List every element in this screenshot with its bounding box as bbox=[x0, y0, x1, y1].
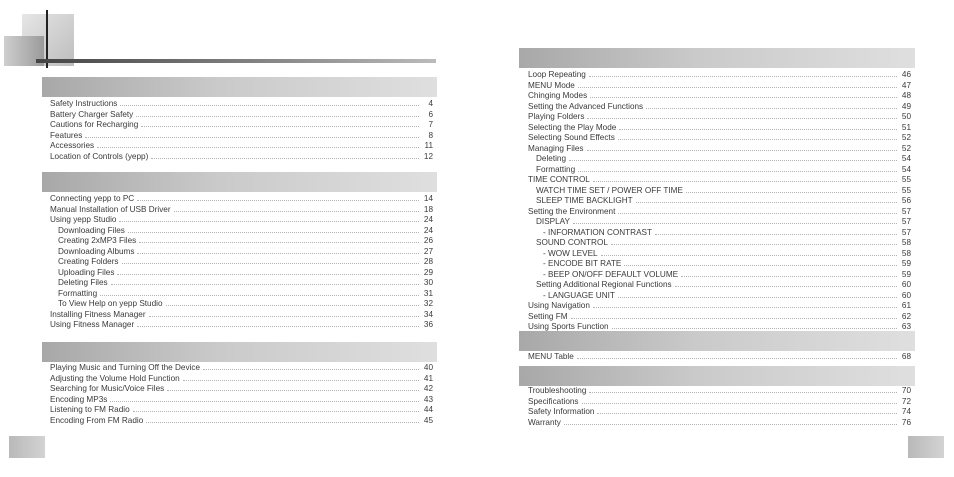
toc-entry-page: 46 bbox=[901, 70, 911, 79]
toc-dot-leader bbox=[111, 278, 419, 285]
toc-entry bbox=[50, 152, 433, 163]
toc-entry-title: Cautions for Recharging bbox=[50, 120, 139, 129]
toc-entry bbox=[528, 238, 911, 249]
toc-entry-title: Deleting bbox=[536, 154, 567, 163]
toc-entry-title: SLEEP TIME BACKLIGHT bbox=[536, 196, 633, 205]
toc-entry bbox=[528, 175, 911, 186]
toc-entry bbox=[50, 268, 433, 279]
toc-entry-title: Listening to FM Radio bbox=[50, 405, 130, 414]
toc-entry-page: 26 bbox=[423, 236, 433, 245]
toc-entry bbox=[50, 395, 433, 406]
toc-dot-leader bbox=[110, 395, 419, 402]
toc-entry-title: Setting FM bbox=[528, 311, 568, 321]
toc-dot-leader bbox=[636, 196, 897, 203]
toc-entry-page: 61 bbox=[901, 301, 911, 310]
toc-entry bbox=[528, 280, 911, 291]
toc-entry-title: Searching for Music/Voice Files bbox=[50, 384, 165, 393]
toc-section-list bbox=[50, 363, 433, 426]
toc-dot-leader bbox=[578, 165, 897, 172]
toc-entry-title: Using yepp Studio bbox=[50, 215, 117, 224]
toc-dot-leader bbox=[577, 352, 897, 359]
toc-dot-leader bbox=[593, 175, 897, 182]
toc-entry-title: - INFORMATION CONTRAST bbox=[543, 227, 653, 237]
toc-dot-leader bbox=[167, 384, 419, 391]
toc-entry bbox=[528, 312, 911, 323]
toc-entry-title: WATCH TIME SET / POWER OFF TIME bbox=[536, 185, 683, 195]
toc-entry-title: Setting the Environment bbox=[528, 206, 616, 216]
toc-dot-leader bbox=[85, 131, 419, 138]
toc-dot-leader bbox=[117, 268, 419, 275]
toc-entry bbox=[528, 418, 911, 429]
toc-entry-page: 55 bbox=[901, 175, 911, 184]
toc-dot-leader bbox=[149, 310, 419, 317]
toc-entry-title: Location of Controls (yepp) bbox=[50, 151, 149, 161]
toc-dot-leader bbox=[137, 320, 419, 327]
toc-entry bbox=[50, 363, 433, 374]
toc-entry bbox=[528, 154, 911, 165]
toc-dot-leader bbox=[573, 217, 897, 224]
page-tab-right bbox=[908, 436, 944, 458]
section-header-band bbox=[519, 48, 915, 68]
toc-entry bbox=[528, 291, 911, 302]
toc-entry-page: 36 bbox=[423, 320, 433, 329]
toc-entry-page: 49 bbox=[901, 101, 911, 111]
toc-dot-leader bbox=[686, 186, 897, 193]
toc-entry-page: 62 bbox=[901, 311, 911, 321]
toc-entry bbox=[528, 397, 911, 408]
toc-entry-title: - BEEP ON/OFF DEFAULT VOLUME bbox=[543, 269, 679, 279]
toc-entry-page: 56 bbox=[901, 196, 911, 205]
toc-dot-leader bbox=[618, 133, 897, 140]
toc-entry-title: TIME CONTROL bbox=[528, 175, 590, 184]
toc-dot-leader bbox=[675, 280, 897, 287]
toc-dot-leader bbox=[655, 228, 897, 235]
toc-entry-page: 28 bbox=[423, 257, 433, 266]
toc-entry-page: 41 bbox=[423, 373, 433, 383]
toc-entry bbox=[528, 249, 911, 260]
toc-entry bbox=[528, 186, 911, 197]
toc-entry-title: Safety Information bbox=[528, 407, 595, 416]
toc-entry-page: 45 bbox=[423, 415, 433, 425]
section-header-band bbox=[42, 77, 437, 97]
toc-dot-leader bbox=[587, 144, 897, 151]
toc-entry-page: 59 bbox=[901, 269, 911, 279]
toc-entry-page: 57 bbox=[901, 227, 911, 237]
toc-entry-page: 51 bbox=[901, 122, 911, 132]
page-tab-left bbox=[9, 436, 45, 458]
toc-entry-page: 40 bbox=[423, 363, 433, 372]
toc-entry-page: 76 bbox=[901, 417, 911, 427]
toc-entry-page: 4 bbox=[428, 99, 433, 108]
toc-entry bbox=[528, 228, 911, 239]
toc-entry-page: 58 bbox=[901, 238, 911, 247]
toc-entry-title: Battery Charger Safety bbox=[50, 109, 134, 119]
section-header-band bbox=[42, 342, 437, 362]
toc-entry-page: 6 bbox=[428, 109, 433, 119]
toc-entry-page: 50 bbox=[901, 112, 911, 121]
toc-dot-leader bbox=[139, 236, 419, 243]
toc-dot-leader bbox=[681, 270, 897, 277]
toc-entry-title: Loop Repeating bbox=[528, 70, 586, 79]
toc-entry bbox=[528, 259, 911, 270]
toc-entry-title: Warranty bbox=[528, 417, 561, 427]
toc-dot-leader bbox=[571, 312, 897, 319]
toc-entry-page: 27 bbox=[423, 246, 433, 256]
toc-entry-title: Creating 2xMP3 Files bbox=[58, 236, 137, 245]
toc-dot-leader bbox=[119, 215, 419, 222]
toc-dot-leader bbox=[564, 418, 897, 425]
toc-entry bbox=[528, 81, 911, 92]
toc-entry bbox=[50, 110, 433, 121]
toc-entry-page: 63 bbox=[901, 322, 911, 331]
toc-entry-page: 7 bbox=[428, 120, 433, 129]
toc-entry-page: 29 bbox=[423, 267, 433, 277]
toc-dot-leader bbox=[183, 374, 419, 381]
toc-entry bbox=[50, 131, 433, 142]
toc-entry-page: 30 bbox=[423, 278, 433, 287]
toc-dot-leader bbox=[597, 407, 897, 414]
toc-entry-page: 58 bbox=[901, 248, 911, 258]
toc-entry-page: 44 bbox=[423, 405, 433, 414]
toc-entry-title: Accessories bbox=[50, 141, 95, 150]
toc-entry-page: 11 bbox=[424, 141, 433, 150]
toc-entry-page: 31 bbox=[423, 288, 433, 298]
toc-entry-page: 48 bbox=[901, 91, 911, 100]
toc-dot-leader bbox=[582, 397, 897, 404]
toc-section-list bbox=[528, 352, 911, 363]
toc-entry bbox=[528, 70, 911, 81]
toc-entry-title: Deleting Files bbox=[58, 278, 108, 287]
toc-entry bbox=[528, 133, 911, 144]
toc-dot-leader bbox=[593, 301, 897, 308]
toc-entry-page: 43 bbox=[423, 394, 433, 404]
toc-entry-title: Encoding From FM Radio bbox=[50, 415, 144, 425]
toc-entry bbox=[50, 289, 433, 300]
toc-entry-page: 54 bbox=[901, 154, 911, 163]
toc-entry bbox=[528, 217, 911, 228]
toc-entry-title: Downloading Files bbox=[58, 225, 125, 235]
toc-entry bbox=[528, 352, 911, 363]
section-header-band bbox=[42, 172, 437, 192]
toc-entry-title: Using Fitness Manager bbox=[50, 320, 135, 329]
toc-dot-leader bbox=[137, 247, 419, 254]
toc-entry bbox=[50, 247, 433, 258]
toc-dot-leader bbox=[601, 249, 897, 256]
toc-entry bbox=[528, 322, 911, 333]
toc-entry-title: SOUND CONTROL bbox=[536, 238, 608, 247]
toc-entry-page: 24 bbox=[423, 225, 433, 235]
toc-entry bbox=[50, 405, 433, 416]
toc-entry bbox=[50, 374, 433, 385]
toc-dot-leader bbox=[646, 102, 897, 109]
toc-entry-page: 59 bbox=[901, 259, 911, 268]
toc-entry bbox=[528, 91, 911, 102]
toc-entry-title: Formatting bbox=[536, 164, 576, 174]
toc-entry-page: 70 bbox=[901, 386, 911, 395]
toc-entry-title: Setting Additional Regional Functions bbox=[536, 280, 672, 289]
toc-dot-leader bbox=[151, 152, 419, 159]
toc-entry-title: Playing Music and Turning Off the Device bbox=[50, 363, 201, 372]
toc-dot-leader bbox=[618, 291, 897, 298]
toc-entry-title: Setting the Advanced Functions bbox=[528, 101, 644, 111]
toc-entry-page: 60 bbox=[901, 290, 911, 300]
toc-entry bbox=[528, 407, 911, 418]
toc-entry-page: 47 bbox=[901, 80, 911, 90]
toc-entry bbox=[50, 194, 433, 205]
toc-dot-leader bbox=[587, 112, 897, 119]
section-header-band bbox=[519, 331, 915, 351]
toc-entry-title: Creating Folders bbox=[58, 257, 119, 266]
toc-entry bbox=[50, 320, 433, 331]
toc-dot-leader bbox=[569, 154, 897, 161]
toc-entry-title: MENU Mode bbox=[528, 80, 575, 90]
toc-entry bbox=[50, 226, 433, 237]
toc-entry bbox=[50, 257, 433, 268]
toc-entry bbox=[528, 270, 911, 281]
toc-dot-leader bbox=[612, 322, 897, 329]
toc-dot-leader bbox=[100, 289, 419, 296]
toc-entry-page: 24 bbox=[423, 215, 433, 224]
toc-entry-title: Formatting bbox=[58, 288, 98, 298]
toc-entry bbox=[528, 207, 911, 218]
toc-entry-title: Specifications bbox=[528, 396, 579, 406]
toc-entry bbox=[50, 236, 433, 247]
header-horizontal-rule bbox=[36, 59, 436, 63]
toc-dot-leader bbox=[589, 386, 897, 393]
toc-entry bbox=[528, 196, 911, 207]
toc-entry bbox=[528, 144, 911, 155]
toc-entry-title: Selecting the Play Mode bbox=[528, 122, 617, 132]
toc-entry bbox=[50, 120, 433, 131]
toc-entry-title: Installing Fitness Manager bbox=[50, 309, 146, 319]
toc-entry-title: Safety Instructions bbox=[50, 99, 118, 108]
toc-entry-title: Uploading Files bbox=[58, 267, 115, 277]
toc-section-list bbox=[50, 194, 433, 331]
toc-entry bbox=[528, 112, 911, 123]
toc-entry-page: 52 bbox=[901, 143, 911, 153]
toc-dot-leader bbox=[619, 123, 897, 130]
toc-entry-title: Using Sports Function bbox=[528, 322, 609, 331]
toc-entry-title: Connecting yepp to PC bbox=[50, 194, 135, 203]
toc-section-list bbox=[50, 99, 433, 162]
toc-section-list bbox=[528, 386, 911, 428]
toc-entry-page: 57 bbox=[901, 206, 911, 216]
toc-entry-title: Using Navigation bbox=[528, 301, 590, 310]
toc-entry-page: 55 bbox=[901, 185, 911, 195]
toc-entry bbox=[50, 299, 433, 310]
toc-entry bbox=[528, 165, 911, 176]
toc-entry-title: Managing Files bbox=[528, 143, 584, 153]
toc-entry-page: 52 bbox=[901, 133, 911, 142]
toc-entry bbox=[50, 416, 433, 427]
section-header-band bbox=[519, 366, 915, 386]
toc-entry bbox=[50, 310, 433, 321]
toc-entry bbox=[50, 278, 433, 289]
toc-entry-title: Features bbox=[50, 130, 83, 140]
toc-dot-leader bbox=[578, 81, 897, 88]
toc-dot-leader bbox=[136, 110, 419, 117]
toc-entry-page: 68 bbox=[901, 352, 911, 361]
toc-dot-leader bbox=[624, 259, 897, 266]
toc-entry-title: Selecting Sound Effects bbox=[528, 133, 615, 142]
toc-entry-page: 8 bbox=[428, 130, 433, 140]
toc-entry bbox=[50, 141, 433, 152]
toc-entry-title: Playing Folders bbox=[528, 112, 585, 121]
toc-entry bbox=[50, 215, 433, 226]
toc-entry-page: 34 bbox=[423, 309, 433, 319]
toc-entry-page: 57 bbox=[901, 217, 911, 226]
toc-dot-leader bbox=[590, 91, 897, 98]
toc-entry-page: 12 bbox=[423, 151, 433, 161]
toc-entry-page: 32 bbox=[423, 299, 433, 308]
toc-entry-title: MENU Table bbox=[528, 352, 574, 361]
toc-dot-leader bbox=[146, 416, 419, 423]
toc-entry-page: 74 bbox=[901, 407, 911, 416]
toc-entry bbox=[528, 123, 911, 134]
toc-entry-title: Adjusting the Volume Hold Function bbox=[50, 373, 180, 383]
toc-entry bbox=[50, 205, 433, 216]
toc-entry-page: 72 bbox=[901, 396, 911, 406]
toc-entry-title: Manual Installation of USB Driver bbox=[50, 204, 171, 214]
toc-dot-leader bbox=[174, 205, 419, 212]
toc-entry-title: Troubleshooting bbox=[528, 386, 587, 395]
toc-dot-leader bbox=[589, 70, 897, 77]
toc-entry bbox=[50, 99, 433, 110]
toc-entry bbox=[528, 102, 911, 113]
toc-entry bbox=[50, 384, 433, 395]
toc-entry-title: - WOW LEVEL bbox=[543, 248, 598, 258]
toc-entry-title: - ENCODE BIT RATE bbox=[543, 259, 622, 268]
toc-entry-page: 60 bbox=[901, 280, 911, 289]
toc-section-list bbox=[528, 70, 911, 333]
toc-entry-title: To View Help on yepp Studio bbox=[58, 299, 163, 308]
toc-dot-leader bbox=[166, 299, 419, 306]
toc-entry-title: Chinging Modes bbox=[528, 91, 588, 100]
toc-entry bbox=[528, 301, 911, 312]
toc-entry-title: - LANGUAGE UNIT bbox=[543, 290, 615, 300]
toc-entry-page: 54 bbox=[901, 164, 911, 174]
toc-dot-leader bbox=[133, 405, 419, 412]
toc-dot-leader bbox=[122, 257, 419, 264]
toc-entry-page: 42 bbox=[423, 384, 433, 393]
toc-entry-title: Downloading Albums bbox=[58, 246, 135, 256]
toc-dot-leader bbox=[618, 207, 897, 214]
toc-entry-page: 18 bbox=[423, 204, 433, 214]
toc-dot-leader bbox=[137, 194, 419, 201]
toc-entry-title: DISPLAY bbox=[536, 217, 570, 226]
toc-entry bbox=[528, 386, 911, 397]
toc-dot-leader bbox=[611, 238, 897, 245]
toc-dot-leader bbox=[97, 141, 419, 148]
toc-dot-leader bbox=[120, 99, 419, 106]
toc-entry-page: 14 bbox=[423, 194, 433, 203]
toc-dot-leader bbox=[128, 226, 419, 233]
toc-dot-leader bbox=[203, 363, 419, 370]
toc-dot-leader bbox=[141, 120, 419, 127]
toc-entry-title: Encoding MP3s bbox=[50, 394, 108, 404]
